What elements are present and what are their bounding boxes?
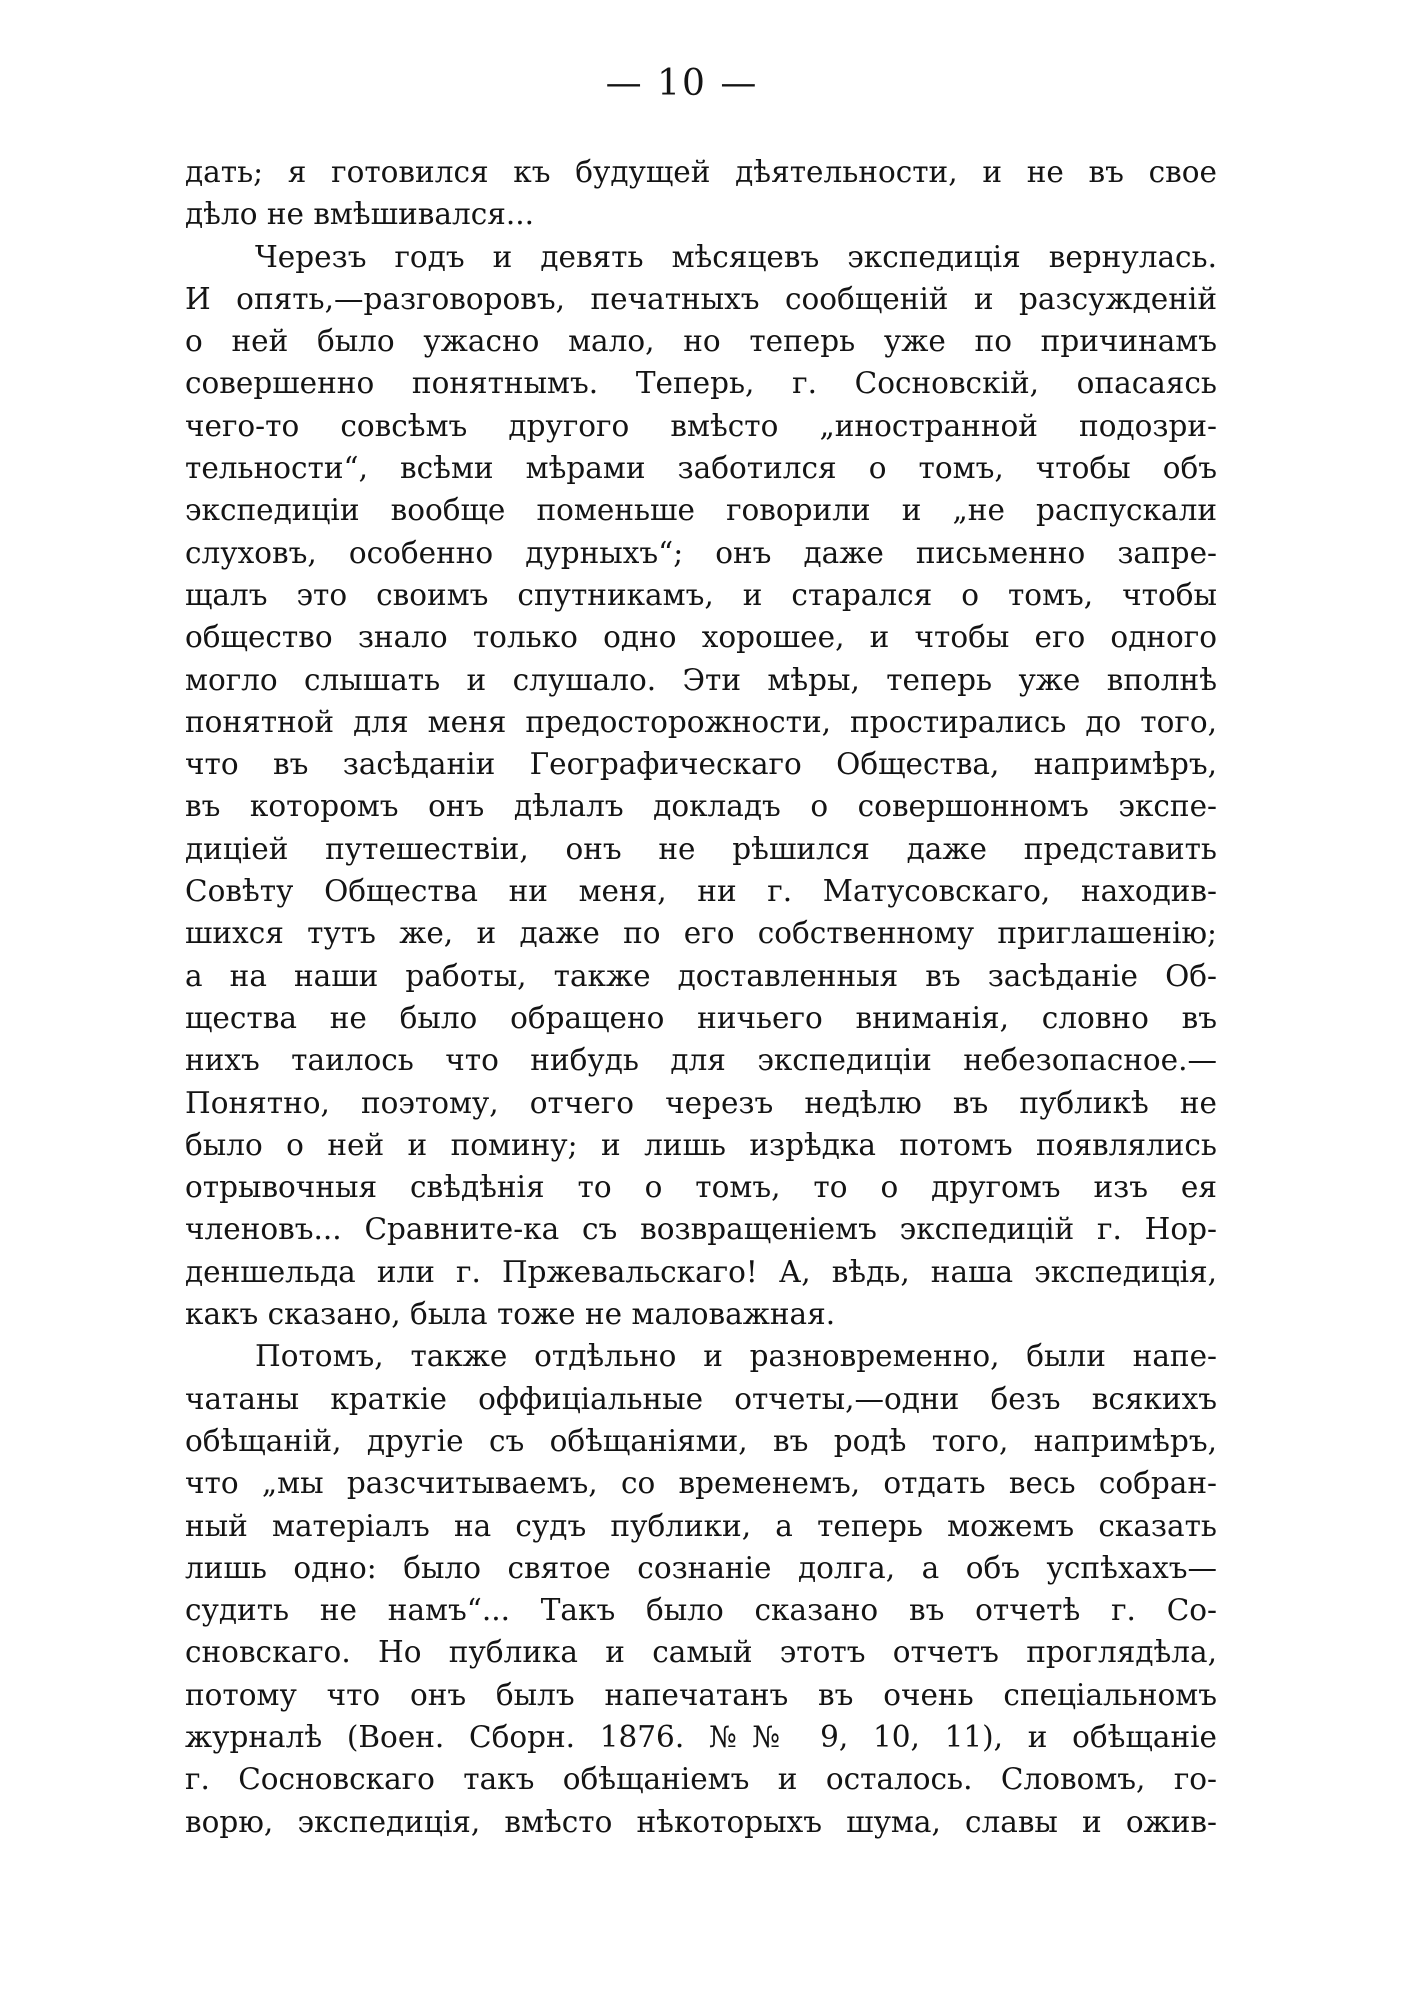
text-line: тельности“, всѣми мѣрами заботился о томъ, чтобы объ (185, 451, 1217, 486)
text-line: лишь одно: было святое сознаніе долга, а объ успѣхахъ— (185, 1550, 1217, 1585)
text-line: Черезъ годъ и девять мѣсяцевъ экспедиція вернулась. (255, 239, 1217, 274)
text-line: общество знало только одно хорошее, и чтобы его одного (185, 620, 1217, 655)
text-line: что „мы разсчитываемъ, со временемъ, отдать весь собран- (185, 1466, 1217, 1501)
text-line: Совѣту Общества ни меня, ни г. Матусовскаго, находив- (185, 874, 1217, 909)
text-line: экспедиціи вообще поменьше говорили и „не распускали (185, 493, 1217, 528)
text-line: совершенно понятнымъ. Теперь, г. Сосновскій, опасаясь (185, 366, 1217, 401)
body-text (185, 151, 1217, 1843)
text-line: какъ сказано, была тоже не маловажная. (185, 1297, 836, 1332)
text-line: обѣщаній, другіе съ обѣщаніями, въ родѣ того, напримѣръ, (185, 1423, 1217, 1458)
text-line: чатаны краткіе оффиціальные отчеты,—одни безъ всякихъ (185, 1381, 1217, 1416)
text-line: членовъ... Сравните-ка съ возвращеніемъ экспедицій г. Нор- (185, 1212, 1217, 1247)
text-line: могло слышать и слушало. Эти мѣры, теперь уже вполнѣ (185, 662, 1217, 697)
text-line: о ней было ужасно мало, но теперь уже по причинамъ (185, 324, 1217, 359)
text-line: ный матеріалъ на судъ публики, а теперь можемъ сказать (185, 1508, 1217, 1543)
text-line: диціей путешествіи, онъ не рѣшился даже представить (185, 831, 1217, 866)
text-line: нихъ таилось что нибудь для экспедиціи небезопасное.— (185, 1043, 1217, 1078)
text-line: потому что онъ былъ напечатанъ въ очень спеціальномъ (185, 1677, 1217, 1712)
text-line: чего-то совсѣмъ другого вмѣсто „иностранной подозри- (185, 408, 1217, 443)
text-line: дать; я готовился къ будущей дѣятельности, и не въ свое (185, 155, 1217, 189)
text-line: понятной для меня предосторожности, простирались до того, (185, 704, 1217, 739)
text-line: деншельда или г. Пржевальскаго! А, вѣдь, наша экспедиція, (185, 1254, 1217, 1289)
text-line: сновскаго. Но публика и самый этотъ отчетъ проглядѣла, (185, 1635, 1217, 1670)
text-line: что въ засѣданіи Географическаго Общества, напримѣръ, (185, 747, 1217, 782)
text-line: г. Сосновскаго такъ обѣщаніемъ и осталось. Словомъ, го- (185, 1762, 1217, 1797)
text-line: дѣло не вмѣшивался... (185, 197, 534, 232)
text-line: ворю, экспедиція, вмѣсто нѣкоторыхъ шума, славы и ожив- (185, 1804, 1217, 1839)
text-line: слуховъ, особенно дурныхъ“; онъ даже письменно запре- (185, 535, 1217, 570)
text-line: шихся тутъ же, и даже по его собственному приглашенію; (185, 916, 1217, 951)
page-number: — 10 — (605, 63, 759, 104)
text-line: И опять,—разговоровъ, печатныхъ сообщеній и разсужденій (185, 281, 1217, 316)
text-line: отрывочныя свѣдѣнія то о томъ, то о другомъ изъ ея (185, 1170, 1217, 1205)
text-line: въ которомъ онъ дѣлалъ докладъ о совершонномъ экспе- (185, 789, 1217, 824)
text-line: щалъ это своимъ спутникамъ, и старался о томъ, чтобы (185, 577, 1217, 612)
text-line: Потомъ, также отдѣльно и разновременно, были напе- (255, 1339, 1217, 1374)
text-line: было о ней и помину; и лишь изрѣдка потомъ появлялись (185, 1127, 1217, 1162)
text-line: журналѣ (Воен. Сборн. 1876. №№ 9, 10, 11), и обѣщаніе (185, 1719, 1217, 1754)
text-line: щества не было обращено ничьего вниманія, словно въ (185, 1000, 1217, 1035)
text-line: судить не намъ“... Такъ было сказано въ отчетѣ г. Со- (185, 1593, 1217, 1628)
text-line: а на наши работы, также доставленныя въ засѣданіе Об- (185, 958, 1217, 993)
text-line: Понятно, поэтому, отчего черезъ недѣлю въ публикѣ не (185, 1085, 1217, 1120)
